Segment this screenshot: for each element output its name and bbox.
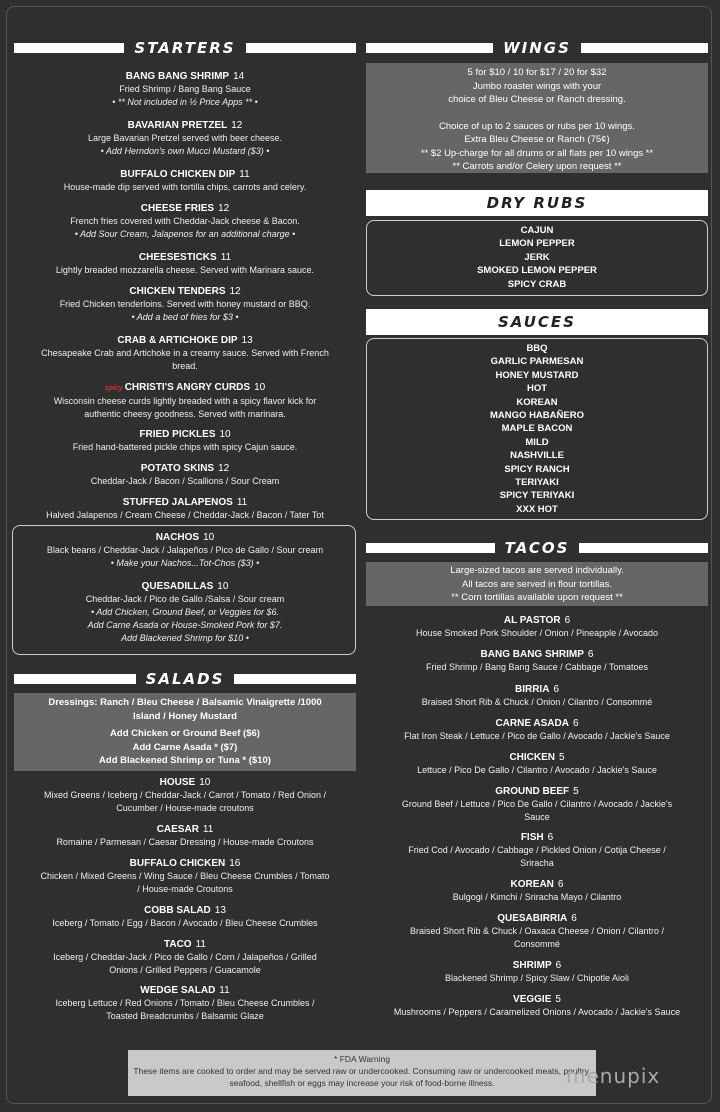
watermark-logo: menupix bbox=[566, 1064, 661, 1088]
spicy-badge: spicy bbox=[104, 385, 123, 392]
menu-item: STUFFED JALAPENOS 11 Halved Jalapenos / Cream Cheese / Cheddar-Jack / Bacon / Tater Tot bbox=[46, 497, 324, 520]
wings-title: WINGS bbox=[503, 39, 571, 57]
menu-item: WEDGE SALAD 11 Iceberg Lettuce / Red Onions / Tomato / Bleu Cheese Crumbles / Toasted Breadcrumbs / Balsamic Glaze bbox=[55, 985, 315, 1021]
menu-item: BAVARIAN PRETZEL 12 Large Bavarian Pretzel served with beer cheese. • Add Herndon's own Mucci Mustard ($3) • bbox=[87, 120, 283, 156]
menu-item: BUFFALO CHICKEN 16 Chicken / Mixed Greens / Wing Sauce / Bleu Cheese Crumbles / Tomato / House-made Croutons bbox=[40, 858, 330, 894]
menu-item: CARNE ASADA 6 Flat Iron Steak / Lettuce / Pico de Gallo / Avocado / Jackie's Sauce bbox=[404, 718, 670, 741]
menu-item: BUFFALO CHICKEN DIP 11 House-made dip served with tortilla chips, carrots and celery. bbox=[63, 169, 307, 192]
menu-item: CHEESE FRIES 12 French fries covered with Cheddar-Jack cheese & Bacon. • Add Sour Cream, Jalapenos for an additional charge • bbox=[70, 203, 300, 239]
menu-item: CHICKEN 5 Lettuce / Pico De Gallo / Cilantro / Avocado / Jackie's Sauce bbox=[417, 752, 657, 775]
wings-info-box: 5 for $10 / 10 for $17 / 20 for $32 Jumbo roaster wings with your choice of Bleu Cheese or Ranch dressing. Choice of up to 2 sauces or rubs per 10 wings. Extra Bleu Cheese or Ranch (75¢) ** $2 Up-charge for all drums or all flats per 10 wings ** ** Carrots and/or Celery upon request ** bbox=[366, 63, 708, 173]
menu-item: SHRIMP 6 Blackened Shrimp / Spicy Slaw / Chipotle Aioli bbox=[444, 960, 630, 983]
tacos-header bbox=[366, 535, 708, 561]
salad-dressings-box: Dressings: Ranch / Bleu Cheese / Balsamic Vinaigrette /1000 Island / Honey Mustard Add Chicken or Ground Beef ($6) Add Carne Asada * ($7) Add Blackened Shrimp or Tuna * ($10) bbox=[14, 693, 356, 771]
menu-item: BIRRIA 6 Braised Short Rib & Chuck / Onion / Cilantro / Consommé bbox=[421, 684, 653, 707]
menu-item: COBB SALAD 13 Iceberg / Tomato / Egg / Bacon / Avocado / Bleu Cheese Crumbles bbox=[52, 905, 318, 928]
dry-rubs-list: CAJUN LEMON PEPPER JERK SMOKED LEMON PEPPER SPICY CRAB bbox=[477, 225, 597, 290]
menu-item: BANG BANG SHRIMP 14 Fried Shrimp / Bang Bang Sauce • ** Not included in ½ Price Apps ** • bbox=[112, 71, 258, 107]
menu-item: NACHOS 10 Black beans / Cheddar-Jack / Jalapeños / Pico de Gallo / Sour cream • Make your Nachos...Tot-Chos ($3) • bbox=[46, 532, 324, 568]
sauces-list: BBQ GARLIC PARMESAN HONEY MUSTARD HOT KOREAN MANGO HABAÑERO MAPLE BACON MILD NASHVILLE SPICY RANCH TERIYAKI SPICY TERIYAKI XXX HOT bbox=[490, 343, 584, 515]
menu-item: CHICKEN TENDERS 12 Fried Chicken tenderloins. Served with honey mustard or BBQ. • Add a bed of fries for $3 • bbox=[59, 286, 311, 322]
menu-item: QUESABIRRIA 6 Braised Short Rib & Chuck / Oaxaca Cheese / Onion / Cilantro / Consommé bbox=[409, 913, 665, 949]
menu-item: CRAB & ARTICHOKE DIP 13 Chesapeake Crab and Artichoke in a creamy sauce. Served with French bread. bbox=[41, 335, 329, 371]
menu-item: AL PASTOR 6 House Smoked Pork Shoulder / Onion / Pineapple / Avocado bbox=[416, 615, 658, 638]
menu-item: CAESAR 11 Romaine / Parmesan / Caesar Dressing / House-made Croutons bbox=[56, 824, 314, 847]
menu-item: HOUSE 10 Mixed Greens / Iceberg / Cheddar-Jack / Carrot / Tomato / Red Onion / Cucumber / House-made croutons bbox=[44, 777, 326, 813]
menu-item: spicy CHRISTI'S ANGRY CURDS 10 Wisconsin cheese curds lightly breaded with a spicy flavor kick for authentic cheesy goodness. Served with marinara. bbox=[53, 382, 317, 419]
menu-item: TACO 11 Iceberg / Cheddar-Jack / Pico de Gallo / Corn / Jalapeños / Grilled Onions / Grilled Peppers / Guacamole bbox=[53, 939, 317, 975]
sauces-header: SAUCES bbox=[366, 309, 708, 335]
menu-item: FISH 6 Fried Cod / Avocado / Cabbage / Pickled Onion / Cotija Cheese / Sriracha bbox=[408, 832, 666, 868]
menu-item: POTATO SKINS 12 Cheddar-Jack / Bacon / Scallions / Sour Cream bbox=[90, 463, 280, 486]
starters-title: STARTERS bbox=[134, 39, 236, 57]
wings-header bbox=[366, 35, 708, 61]
salads-header bbox=[14, 666, 356, 692]
starters-header bbox=[14, 35, 356, 61]
menu-item: QUESADILLAS 10 Cheddar-Jack / Pico de Gallo /Salsa / Sour cream • Add Chicken, Ground Beef, or Veggies for $6. Add Carne Asada or House-Smoked Pork for $7. Add Blackened Shrimp for $10 • bbox=[85, 581, 285, 643]
tacos-title: TACOS bbox=[504, 539, 570, 557]
tacos-info-box: Large-sized tacos are served individually. All tacos are served in flour tortillas. ** Corn tortillas available upon request ** bbox=[366, 562, 708, 606]
menu-item: BANG BANG SHRIMP 6 Fried Shrimp / Bang Bang Sauce / Cabbage / Tomatoes bbox=[426, 649, 648, 672]
dry-rubs-header: DRY RUBS bbox=[366, 190, 708, 216]
menu-item: KOREAN 6 Bulgogi / Kimchi / Sriracha Mayo / Cilantro bbox=[452, 879, 622, 902]
menu-item: FRIED PICKLES 10 Fried hand-battered pickle chips with spicy Cajun sauce. bbox=[72, 429, 298, 452]
salads-title: SALADS bbox=[145, 670, 225, 688]
fda-warning: * FDA Warning These items are cooked to order and may be served raw or undercooked. Consuming raw or undercooked meats, poultry, seafood, shellfish or eggs may increase your risk of food-borne illness. bbox=[128, 1050, 596, 1096]
menu-item: VEGGIE 5 Mushrooms / Peppers / Caramelized Onions / Avocado / Jackie's Sauce bbox=[393, 994, 681, 1017]
menu-item: GROUND BEEF 5 Ground Beef / Lettuce / Pico De Gallo / Cilantro / Avocado / Jackie's Sauce bbox=[401, 786, 673, 822]
menu-item: CHEESESTICKS 11 Lightly breaded mozzarella cheese. Served with Marinara sauce. bbox=[55, 252, 315, 275]
